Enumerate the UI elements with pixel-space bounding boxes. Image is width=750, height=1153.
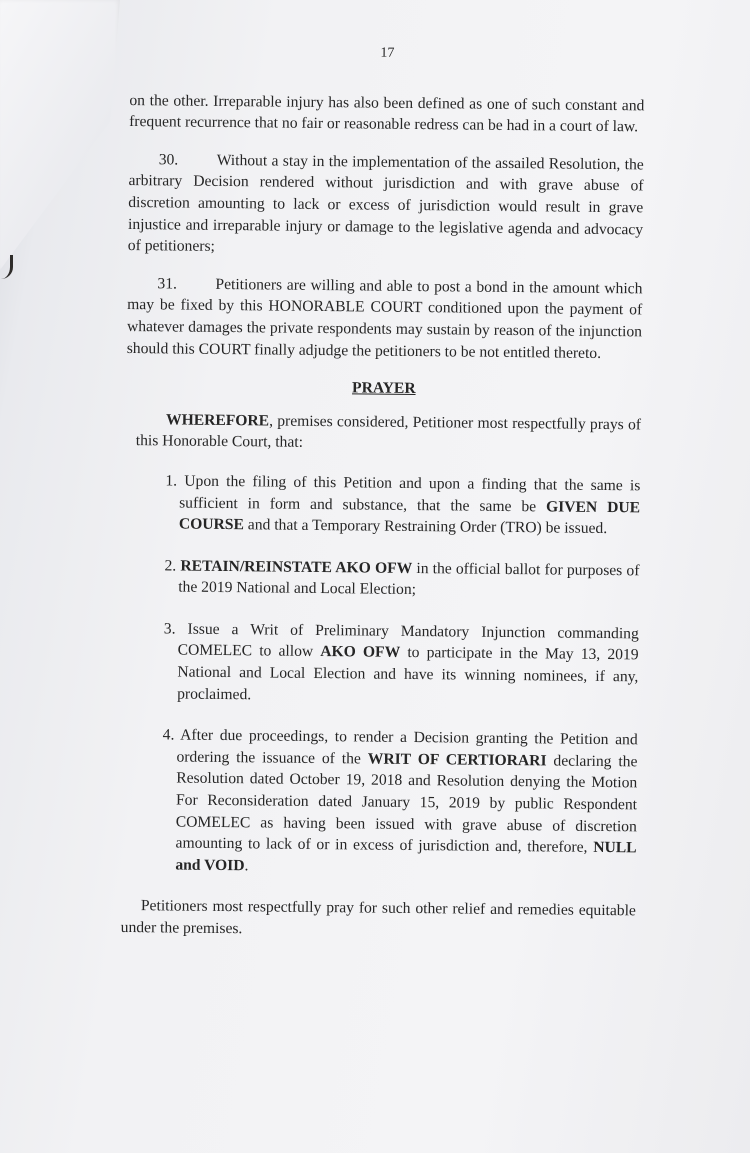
prayer-item	[164, 555, 639, 603]
binder-ring	[0, 255, 13, 279]
prayer-item	[165, 470, 641, 540]
prayer-intro	[126, 409, 641, 458]
prayer-text: 1. Upon the filing of this Petition and upon a finding that the same is sufficient in form and substance, that the same be	[165, 472, 641, 515]
prayer-bold: NULL and VOID	[175, 839, 637, 875]
closing-paragraph: Petitioners most respectfully pray for such other relief and remedies equitable under the premises.	[120, 897, 636, 938]
prayer-bold: AKO OFW	[320, 643, 401, 662]
paragraph-number: 31.	[157, 275, 178, 293]
prayer-item	[163, 618, 639, 709]
prayer-text: 2.	[164, 557, 181, 575]
prayer-text: .	[244, 857, 249, 875]
prayer-list	[121, 470, 640, 881]
intro-text: , premises considered, Petitioner most respectfully prays of this Honorable Court, that:	[135, 412, 642, 452]
intro-bold: WHEREFORE	[165, 411, 270, 430]
prayer-text: to participate in the May 13, 2019 National and Local Election and have its winning nominees, if any, proclaimed.	[177, 644, 639, 703]
paragraph-31	[127, 273, 643, 365]
section-heading: PRAYER	[351, 379, 416, 398]
prayer-item	[161, 725, 638, 881]
paragraph-text: Petitioners are willing and able to post a bond in the amount which may be fixed by this HONORABLE COURT conditioned upon the payment of whatever damages the private respondents may sustain by reason of the injunction should this COURT finally adjudge the petitioners to be not entitled thereto.	[126, 275, 643, 362]
prayer-bold: WRIT OF CERTIORARI	[367, 750, 547, 770]
prayer-text: 4. After due proceedings, to render a Decision granting the Petition and ordering the issuance of the	[162, 726, 638, 768]
prayer-bold: GIVEN DUE COURSE	[178, 497, 641, 534]
prayer-text: in the official ballot for purposes of the 2019 National and Local Election;	[178, 559, 640, 599]
paragraph-text: Without a stay in the implementation of the assailed Resolution, the arbitrary Decision rendered without jurisdiction and with grave abuse of discretion amounting to lack or excess of jurisdiction would result in grave injustice and irreparable injury or damage to the legislative agenda and advocacy of petitioners;	[127, 151, 644, 256]
paragraph-30	[128, 149, 644, 262]
prayer-text: declaring the Resolution dated October 19, 2018 and Resolution denying the Motion For Reconsideration dated January 15, 2019 by public Respondent COMELEC as having been issued with grave abuse of discretion amounting to lack of or in excess of jurisdiction and, therefore,	[175, 752, 638, 857]
document-page	[121, 40, 645, 944]
paragraph-number: 30.	[158, 151, 179, 169]
prayer-text: and that a Temporary Restraining Order (TRO) be issued.	[243, 516, 608, 538]
page-number: 17	[380, 45, 395, 61]
prayer-text: 3. Issue a Writ of Preliminary Mandatory Injunction commanding COMELEC to allow	[163, 620, 639, 661]
paragraph-continuation: on the other. Irreparable injury has also been defined as one of such constant and frequent recurrence that no fair or reasonable redress can be had in a court of law.	[129, 91, 645, 136]
folded-page-corner	[0, 0, 120, 270]
prayer-bold: RETAIN/REINSTATE AKO OFW	[180, 557, 413, 577]
